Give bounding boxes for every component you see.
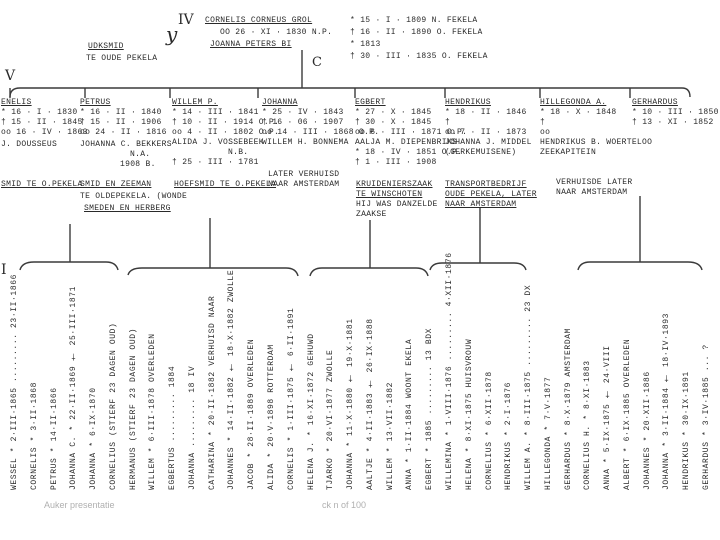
child-detail: HENDRIKUS B. WOERTELOO [540,138,653,147]
check-mark: y [166,22,178,46]
child-detail: † 15 · II · 1845 [1,118,83,127]
grandchild-entry: JOHANNA C. * 22·II·1869 † 25·III·1871 [69,285,78,490]
child-name: HENDRIKUS [445,98,491,107]
child-detail: † [445,118,451,127]
child-detail: oo 4 · II · 1802 O.P. [172,128,280,137]
root-life-2: † 16 · II · 1890 O. FEKELA [350,28,483,37]
root-name: CORNELIS CORNEUS GROL [205,16,313,25]
child-detail: JOHANNA J. MIDDEL [445,138,532,147]
child-detail: * 27 · X · 1845 [355,108,432,117]
child-detail: WILLEM H. BONNEMA [262,138,349,147]
generation-v-numeral: V [5,68,16,84]
footer-left: Auker presentatie [44,500,115,510]
child-detail: oo 14 · III · 1868 O.P. [262,128,380,137]
grandchild-entry: HELENA J. * 16·XI·1872 GEHUWD [307,333,316,490]
grandchild-entry: CORNELIUS H. * 8·XI·1883 [583,360,592,490]
child-name: WILLEM P. [172,98,218,107]
child-name: ENELIS [1,98,32,107]
child-name: JOHANNA [262,98,298,107]
child-name: EGBERT [355,98,386,107]
child-detail: * 10 · III · 1850 [632,108,719,117]
grandchild-entry: EGBERT * 1885 ......... 13 BDX [425,327,434,490]
child-detail: * 25 · IV · 1843 [262,108,344,117]
family-bar-1 [20,262,118,270]
child-detail: † 30 · X · 1845 [355,118,432,127]
occupation-note: HIJ WAS DANZELDE ZAAKSE [356,200,438,219]
child-detail: * 16 · II · 1840 [80,108,162,117]
child-detail: * 18 · IV · 1851 O.P. [355,148,463,157]
grandchild-entry: ALBERT * 6·IX·1885 OVERLEDEN [623,338,632,490]
child-name: GERHARDUS [632,98,678,107]
grandchild-entry: CORNELIS * 1·III·1875 † 6·II·1891 [287,307,296,490]
child-detail: † 16 · 06 · 1907 [262,118,344,127]
child-detail: oo 16 · IV · 1863 [1,128,88,137]
occupation-note: SMEDEN EN HERBERG [84,204,171,213]
grandchild-entry: EGBERTUS ......... 1884 [168,365,177,490]
child-detail: * 18 · II · 1846 [445,108,527,117]
generation-vi-numeral: I [1,262,7,278]
child-detail: ZEEKAPITEIN [540,148,597,157]
grandchild-entry: HERMANUS (STIERF 23 DAGEN OUD) [129,327,138,490]
grandchild-entry: WILLEM * 13·VII·1882 [386,381,395,490]
occupation-note: HOEFSMID TE O.PEKELA [174,180,277,189]
child-detail: * 14 · III · 1841 [172,108,259,117]
root-marriage: OO 26 · XI · 1830 N.P. [220,28,333,37]
occupation-note: SMID EN ZEEMAN [80,180,152,189]
child-detail: † 10 · II · 1914 O.P. [172,118,280,127]
child-detail: * 16 · I · 1830 [1,108,78,117]
child-detail: * 18 · X · 1848 [540,108,617,117]
child-detail: † 25 · III · 1781 [172,158,259,167]
grandchild-entry: CATHARINA * 20·II·1882 VERHUISD NAAR [208,295,217,490]
grandchild-entry: JOHANNES * 14·II·1882 † 18·X·1882 ZWOLLE [227,269,236,490]
footer-center: ck n of 100 [322,500,367,510]
hook-mark: C [312,55,322,70]
root-life-4: † 30 · III · 1835 O. FEKELA [350,52,488,61]
child-detail: oo 24 · II · 1816 [80,128,167,137]
grandchild-entry: ALIDA * 20·V·1898 ROTTERDAM [267,344,276,490]
grandchild-entry: WILLEMINA * 1·VIII·1876 ......... 4·XII·1876 [445,252,454,490]
occupation-note: TE OLDEPEKELA. (WONDE [80,192,188,201]
child-name: HILLEGONDA A. [540,98,607,107]
grandchild-entry: GERHARDUS * 8·X·1879 AMSTERDAM [564,327,573,490]
child-detail: oo 7 · II · 1873 [445,128,527,137]
root-life-3: * 1813 [350,40,381,49]
grandchild-entry: ANNA * 5·IX·1875 † 24·VIII [603,345,612,490]
grandchild-entry: JACOB * 28·II·1889 OVERLEDEN [247,338,256,490]
root-occupation: UDKSMID [88,42,124,51]
grandchild-entry: AALTJE * 4·II·1883 † 26·IX·1888 [366,318,375,490]
root-spouse: JOANNA PETERS BI [210,40,292,49]
grandchild-entry: JOHANNA * 6·IX·1870 [89,387,98,490]
grandchild-entry: JOHANNA ......... 18 IV [188,365,197,490]
child-name: PETRUS [80,98,111,107]
grandchild-entry: HENDRIKUS * 2·I·1876 [504,381,513,490]
child-detail: J. DOUSSEUS [1,140,58,149]
grandchild-entry: HILLEGONDA * 7·V·1877 [544,376,553,490]
child-detail: AALJA M. DIEPENBRIKS [355,138,458,147]
root-life-1: * 15 · I · 1809 N. FEKELA [350,16,478,25]
grandchild-entry: HELENA * 8·XI·1875 HUISVROUW [465,338,474,490]
occupation-note: TRANSPORTBEDRIJF OUDE PEKELA, LATER NAAR AMSTERDAM [445,180,537,209]
grandchild-entry: WILLEM * 6·III·1878 OVERLEDEN [148,333,157,490]
grandchild-entry: JOHANNA * 11·X·1880 † 19·X·1881 [346,318,355,490]
grandchild-entry: PETRUS * 14·II·1866 [50,387,59,490]
child-detail: JOHANNA C. BEKKERS [80,140,172,149]
grandchild-entry: ANNA * 1·II·1884 WOONT EKELA [405,338,414,490]
occupation-note: KRUIDENIERSZAAK TE WINSCHOTEN [356,180,433,199]
child-detail: N.B. [228,148,249,157]
family-bar-5 [578,262,702,270]
grandchild-entry: CORNELIUS * 6·XII·1878 [485,371,494,490]
occupation-note: VERHUISDE LATER NAAR AMSTERDAM [556,178,633,197]
footer [0,494,720,516]
grandchild-entry: GERHARDUS * 3·IV·1885 ... ? [702,344,711,490]
child-detail: ALIDA J. VOSSEBEEK [172,138,264,147]
child-detail: N.A. [130,150,151,159]
grandchild-entry: HENDRIKUS * 30·IX·1891 [682,371,691,490]
child-detail: (GERKEMUISENE) [445,148,517,157]
grandchild-entry: CORNELIUS (STIERF 23 DAGEN OUD) [109,322,118,490]
child-detail: 1908 B. [120,160,156,169]
child-detail: oo [540,128,551,137]
child-detail: oo 6 · III · 1871 O.P. [355,128,468,137]
child-detail: † [540,118,546,127]
child-detail: † 13 · XI · 1852 [632,118,714,127]
child-detail: † 1 · III · 1908 [355,158,437,167]
grandchild-entry: JOHANNES * 20·XII·1886 [643,371,652,490]
occupation-note: LATER VERHUISD NAAR AMSTERDAM [268,170,340,189]
grandchild-entry: WILLEM A. * 8·III·1875 ......... 23 DX [524,284,533,490]
occupation-note: SMID TE O.PEKELA [1,180,83,189]
grandchild-entry: TJARKO * 20·VI·1877 ZWOLLE [326,349,335,490]
root-place: TE OUDE PEKELA [86,54,158,63]
grandchild-entry: JOHANNA * 3·II·1884 † 18·IV·1893 [662,312,671,490]
grandchild-entry: CORNELIS * 3·II·1868 [30,381,39,490]
child-detail: † 15 · II · 1906 [80,118,162,127]
children-bar [10,88,690,97]
generation-iv-numeral: IV [178,12,194,28]
grandchild-entry: WESSEL * 2·III·1865 ......... 23·II·1866 [10,273,19,490]
